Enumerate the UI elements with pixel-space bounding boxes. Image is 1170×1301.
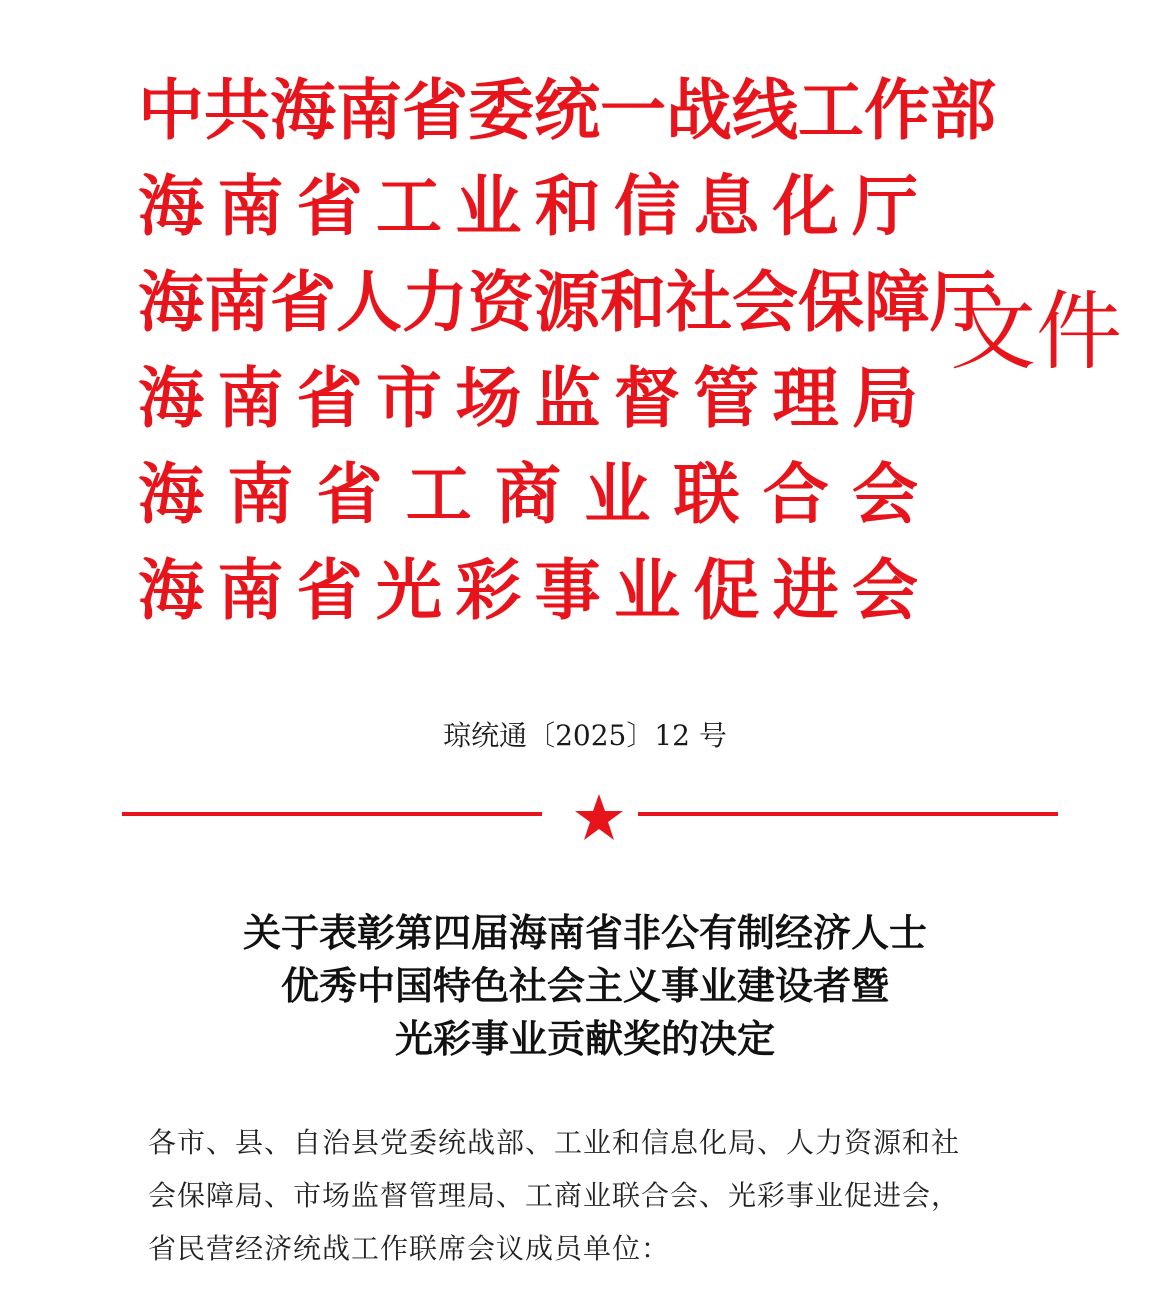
recipient-line: 会保障局、市场监督管理局、工商业联合会、光彩事业促进会， (148, 1179, 961, 1212)
recipient-line: 省民营经济统战工作联席会议成员单位： (148, 1232, 671, 1265)
document-type-label: 文件 (950, 282, 1122, 382)
issuer-name: 海南省工业和信息化厅 (138, 167, 918, 245)
issuer-name: 海南省人力资源和社会保障厅 (138, 263, 996, 341)
title-line: 优秀中国特色社会主义事业建设者暨 (280, 963, 889, 1008)
issuer-name: 海南省工商业联合会 (138, 455, 918, 533)
recipient-line: 各市、县、自治县党委统战部、工业和信息化局、人力资源和社 (148, 1126, 961, 1159)
issuer-list (138, 62, 996, 638)
star-icon (574, 792, 624, 842)
red-divider-left (122, 812, 542, 816)
title-line: 关于表彰第四届海南省非公有制经济人士 (242, 910, 927, 955)
red-divider-right (638, 812, 1058, 816)
document-number: 琼统通〔2025〕12 号 (443, 719, 727, 752)
title-line: 光彩事业贡献奖的决定 (394, 1016, 775, 1061)
issuer-name: 海南省市场监督管理局 (138, 359, 918, 437)
issuer-name: 海南省光彩事业促进会 (138, 551, 918, 629)
recipients-paragraph (148, 1116, 1028, 1275)
document-title (0, 906, 1170, 1065)
issuer-name: 中共海南省委统一战线工作部 (138, 71, 996, 149)
